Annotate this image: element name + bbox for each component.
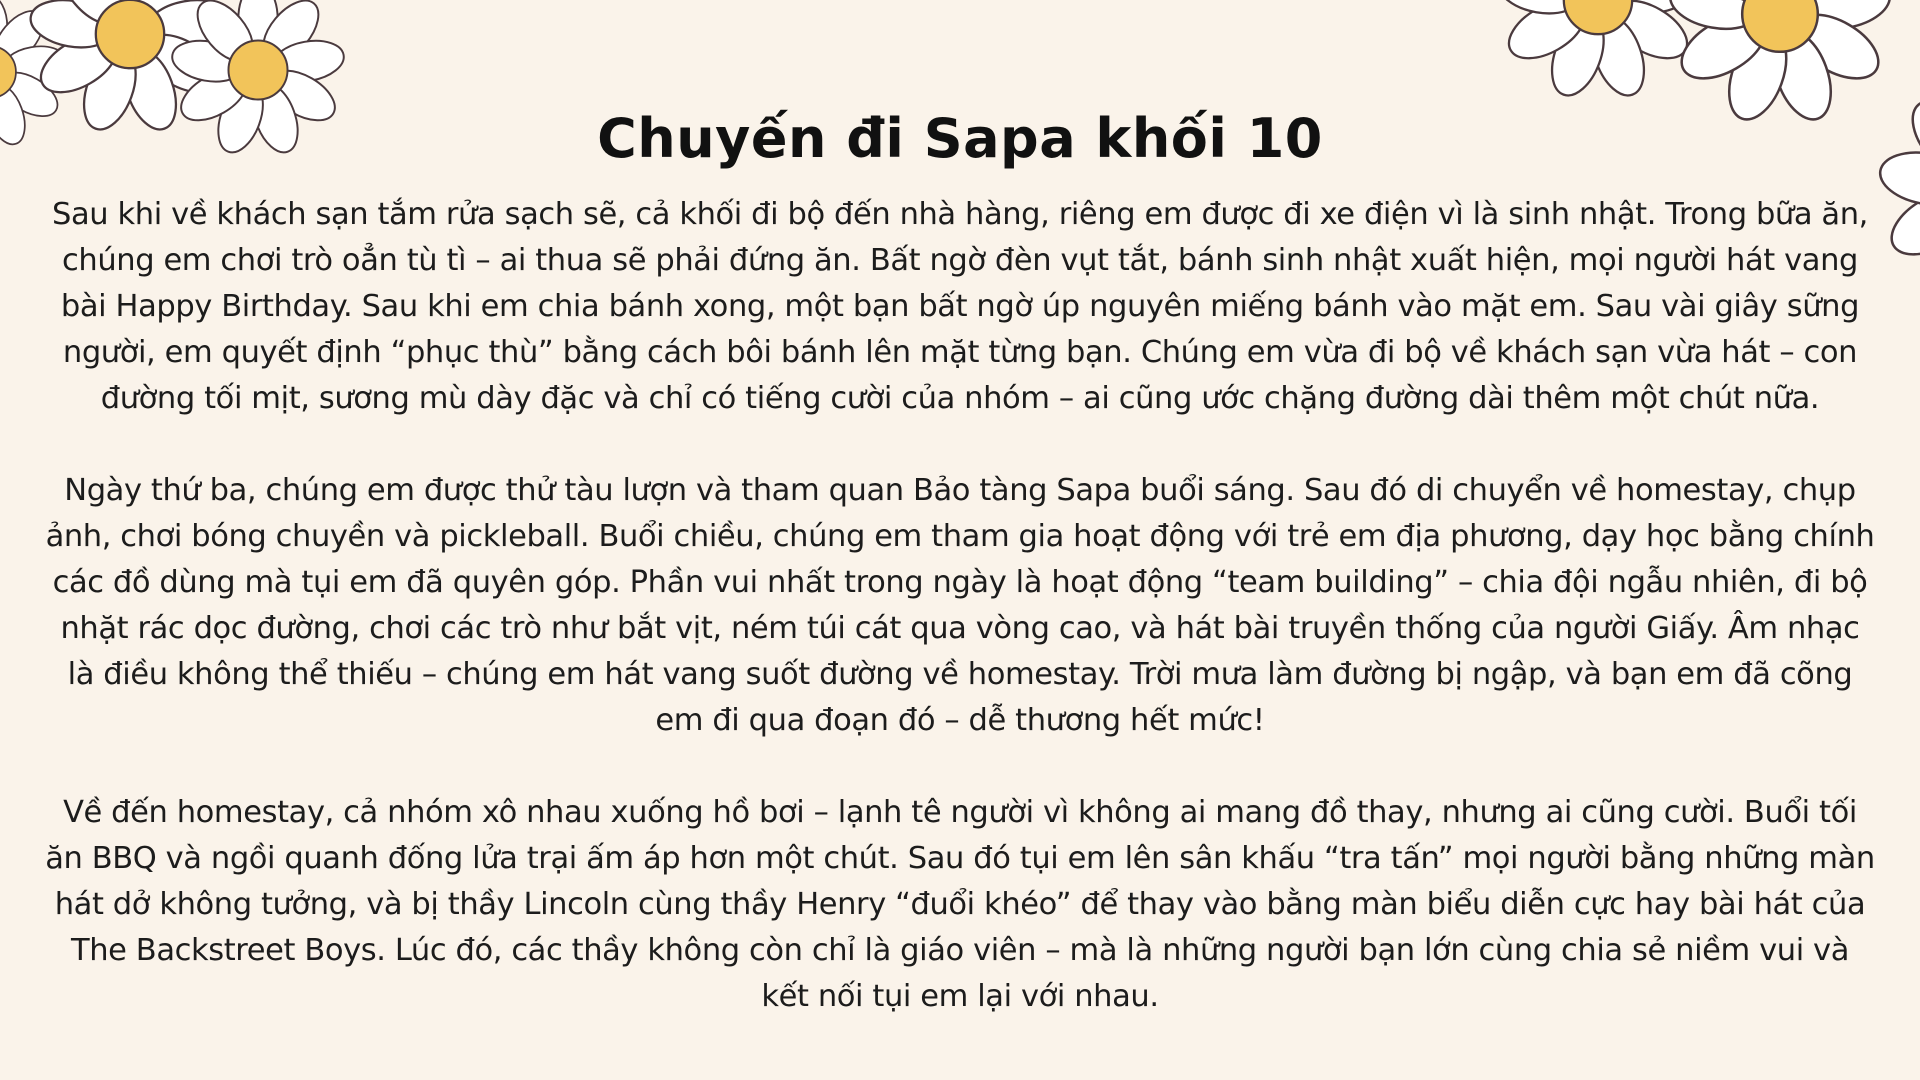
daisy-icon bbox=[1495, 0, 1701, 102]
page-title: Chuyến đi Sapa khối 10 bbox=[597, 107, 1323, 170]
paragraph-day-three: Ngày thứ ba, chúng em được thử tàu lượn và tham quan Bảo tàng Sapa buổi sáng. Sau đó di chuyển về homestay, chụp ảnh, chơi bóng chuyền và pickleball. Buổi chiều, chúng em tham gia hoạt động với trẻ em địa phương, dạy học bằng chính các đồ dùng mà tụi em đã quyên góp. Phần vui nhất trong ngày là hoạt động “team building” – chia đội ngẫu nhiên, đi bộ nhặt rác dọc đường, chơi các trò như bắt vịt, ném túi cát qua vòng cao, và hát bài truyền thống của người Giấy. Âm nhạc là điều không thể thiếu – chúng em hát vang suốt đường về homestay. Trời mưa làm đường bị ngập, và bạn em đã cõng em đi qua đoạn đó – dễ thương hết mức! bbox=[45, 473, 1875, 738]
article-body bbox=[44, 192, 1876, 1020]
paragraph-day-two-evening: Sau khi về khách sạn tắm rửa sạch sẽ, cả khối đi bộ đến nhà hàng, riêng em được đi xe điện vì là sinh nhật. Trong bữa ăn, chúng em chơi trò oẳn tù tì – ai thua sẽ phải đứng ăn. Bất ngờ đèn vụt tắt, bánh sinh nhật xuất hiện, mọi người hát vang bài Happy Birthday. Sau khi em chia bánh xong, một bạn bất ngờ úp nguyên miếng bánh vào mặt em. Sau vài giây sững người, em quyết định “phục thù” bằng cách bôi bánh lên mặt từng bạn. Chúng em vừa đi bộ về khách sạn vừa hát – con đường tối mịt, sương mù dày đặc và chỉ có tiếng cười của nhóm – ai cũng ước chặng đường dài thêm một chút nữa. bbox=[52, 197, 1868, 416]
paragraph-homestay-evening: Về đến homestay, cả nhóm xô nhau xuống hồ bơi – lạnh tê người vì không ai mang đồ thay, nhưng ai cũng cười. Buổi tối ăn BBQ và ngồi quanh đống lửa trại ấm áp hơn một chút. Sau đó tụi em lên sân khấu “tra tấn” mọi người bằng những màn hát dở không tưởng, và bị thầy Lincoln cùng thầy Henry “đuổi khéo” để thay vào bằng màn biểu diễn cực hay bài hát của The Backstreet Boys. Lúc đó, các thầy không còn chỉ là giáo viên – mà là những người bạn lớn cùng chia sẻ niềm vui và kết nối tụi em lại với nhau. bbox=[45, 795, 1875, 1014]
